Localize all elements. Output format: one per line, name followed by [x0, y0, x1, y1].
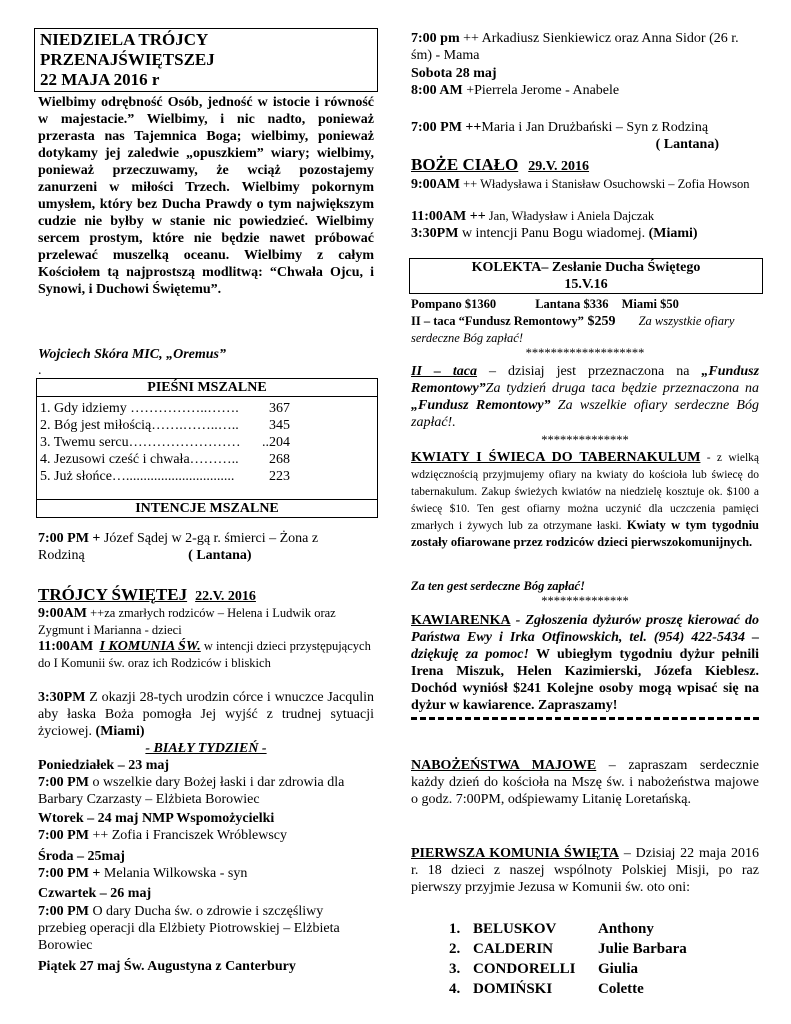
weekday-title: Czwartek – 26 maj: [38, 886, 152, 901]
first-communion-title: PIERWSZA KOMUNIA ŚWIĘTA: [411, 846, 620, 861]
collection-box: [409, 258, 763, 294]
hymn-number: 223: [269, 469, 290, 484]
weekday-title: Środa – 25maj: [38, 849, 125, 864]
cafe-bold-text: W ubiegłym tygodniu dyżur pełnili Irena Miszuk, Helen Kazimierski, Józefa Kieblesz. Dochód wyniósł $241 Kolejne osoby mogą wpisać się na dyżur w kawiarence. Zapraszamy!: [411, 647, 759, 713]
taca-text: Za wszelkie ofiary serdeczne Bóg zapłać!.: [411, 398, 759, 430]
flowers-title: KWIATY I ŚWIECA DO TABERNAKULUM: [411, 450, 701, 465]
mass-text: o wszelkie dary Bożej łaski i dar zdrowia dla Barbary Czarzasty – Elżbieta Borowiec: [38, 775, 345, 807]
flowers-bold-text: Kwiaty w tym tygodniu zostały ofiarowane przez rodziców dzieci pierwszokomunijnych.: [411, 518, 759, 549]
reflection-author: Wojciech Skóra MIC, „Oremus”: [38, 347, 226, 362]
separator-stars: **************: [541, 433, 629, 447]
mass-time: 7:00 PM: [38, 904, 89, 919]
may-devotions-title: NABOŻEŃSTWA MAJOWE: [411, 758, 597, 773]
may-devotions-section: [411, 757, 759, 808]
first-communion-section: [411, 845, 759, 896]
mass-time: 7:00 PM +: [38, 866, 101, 881]
white-week-label: - BIAŁY TYDZIEŃ -: [145, 741, 267, 756]
children-list: [449, 919, 759, 999]
child-last-name: CONDORELLI: [473, 961, 576, 977]
child-item: [449, 979, 759, 999]
corpus-mass-1: [411, 176, 759, 193]
mass-time: 3:30PM: [38, 690, 86, 705]
flowers-text: - z wielką wdzięcznością przyjmujemy ofiary na kwiaty do kościoła lub świecę do tabernakulum. Zakup świeżych kwiatów na niedzielę kosztuje ok. $100 a świecę $10. Ten gest ofiarny można uczynić dla uczczenia pamięci zmarłych i żywych lub za otrzymane łaski.: [411, 452, 759, 532]
child-number: 2.: [449, 941, 461, 957]
collection-title: KOLEKTA– Zesłanie Ducha Świętego: [471, 260, 701, 275]
mass-text: ++za zmarłych rodziców – Helena i Ludwik oraz Zygmunt i Marianna - dzieci: [38, 606, 336, 637]
corpus-heading: [411, 155, 759, 175]
saturday-mass: [38, 530, 374, 547]
white-week-title: [38, 740, 374, 757]
hymns-box: [36, 378, 378, 518]
mass-location: ( Lantana): [655, 137, 719, 152]
flowers-section: [411, 449, 759, 550]
collection-lantana: Lantana $336: [535, 297, 609, 311]
second-collection-amount: $259: [583, 314, 616, 329]
trinity-title: TRÓJCY ŚWIĘTEJ: [38, 585, 188, 604]
collection-amounts: [411, 296, 759, 312]
dot: .: [38, 363, 42, 378]
hymn-text: 4. Jezusowi cześć i chwała………..: [40, 452, 239, 467]
child-first-name: Giulia: [598, 961, 639, 977]
saturday-title: Sobota 28 maj: [411, 66, 497, 81]
trinity-date: 22.V. 2016: [195, 589, 256, 604]
saturday-mass-2: [411, 119, 759, 136]
cafe-section: [411, 612, 759, 720]
mass-text: Józef Sądej w 2-gą r. śmierci – Żona z: [100, 531, 319, 546]
mass-time: 11:00AM: [38, 639, 94, 654]
child-first-name: Colette: [598, 981, 644, 997]
fund-name: „Fundusz Remontowy”: [411, 398, 551, 413]
first-communion-text: – Dzisiaj 22 maja 2016 r. 18 dzieci z naszej wspólnoty Polskiej Misji, po raz pierwszy przyjmie Jezusa w Komunii św. oto oni:: [411, 846, 759, 895]
mass-text: w intencji Panu Bogu wiadomej.: [458, 226, 646, 241]
weekday-mass: [38, 827, 374, 844]
child-last-name: CALDERIN: [473, 941, 554, 957]
child-item: [449, 959, 759, 979]
mass-time: 11:00AM ++: [411, 209, 486, 224]
mass-time: 7:00 PM +: [38, 531, 101, 546]
hymn-text: 3. Twemu sercu……………………: [40, 435, 241, 450]
taca-text: – dzisiaj jest przeznaczona na: [477, 364, 702, 379]
mass-location: (Miami): [645, 226, 698, 241]
header-line-2: PRZENAJŚWIĘTSZEJ: [40, 50, 215, 69]
child-last-name: BELUSKOV: [473, 921, 557, 937]
child-first-name: Anthony: [598, 921, 654, 937]
friday-mass: [411, 30, 759, 64]
hymn-number: 268: [269, 452, 290, 467]
mass-text: w intencji dzieci przystępujących do I Komunii św. oraz ich Rodziców i bliskich: [38, 639, 371, 670]
hymn-text: 5. Już słońce…...............................: [40, 469, 235, 484]
trinity-mass-2: [38, 638, 374, 671]
trinity-mass-1: [38, 605, 374, 638]
may-devotions-text: – zapraszam serdecznie każdy dzień do kościoła na Mszę św. i nabożeństwa majowe o godz. 7:00PM, odśpiewamy Litanię Loretańską.: [411, 758, 760, 807]
separator-stars: **************: [541, 594, 629, 608]
communion-label: I KOMUNIA ŚW.: [99, 639, 201, 654]
flowers-thanks: Za ten gest serdeczne Bóg zapłać!: [411, 579, 585, 593]
corpus-mass-3: [411, 225, 759, 242]
header-line-1: NIEDZIELA TRÓJCY: [40, 30, 209, 49]
saturday-mass-line2: [38, 547, 374, 564]
corpus-title: BOŻE CIAŁO: [411, 155, 519, 174]
mass-text: ++ Władysława i Stanisław Osuchowski – Zofia Howson: [460, 177, 750, 191]
hymn-item: [40, 400, 290, 417]
intentions-title: INTENCJE MSZALNE: [37, 499, 377, 517]
hymn-text: 2. Bóg jest miłością…….……..…..: [40, 418, 239, 433]
sunday-header-box: [34, 28, 378, 92]
hymn-item: [40, 468, 290, 485]
second-collection-note: [411, 363, 759, 431]
mass-text: ++ Zofia i Franciszek Wróblewscy: [88, 828, 288, 843]
mass-text: Z okazji 28-tych urodzin córce i wnuczce Jacqulin aby łaska Boża pomogła Jej wyjść z trudnej sytuacji życiowej.: [38, 690, 374, 739]
collection-date: 15.V.16: [564, 277, 608, 292]
mass-time: 9:00AM: [38, 606, 87, 621]
mass-text: Rodziną: [38, 548, 85, 563]
mass-text: Maria i Jan Drużbański – Syn z Rodziną: [481, 120, 709, 135]
hymn-number: 367: [269, 401, 290, 416]
hymns-list: [37, 397, 377, 485]
weekday-title: Wtorek – 24 maj NMP Wspomożycielki: [38, 811, 275, 826]
mass-text: ++ Arkadiusz Sienkiewicz oraz Anna Sidor (26 r. śm) - Mama: [411, 31, 739, 63]
collection-pompano: Pompano $1360: [411, 297, 497, 311]
mass-time: 7:00 PM: [38, 775, 89, 790]
taca-text: Za tydzień druga taca będzie przeznaczona na: [485, 381, 759, 396]
child-number: 4.: [449, 981, 461, 997]
header-line-3: 22 MAJA 2016 r: [40, 70, 160, 89]
mass-text: +Pierrela Jerome - Anabele: [462, 83, 620, 98]
collection-miami: Miami $50: [621, 297, 679, 311]
hymn-item: [40, 417, 290, 434]
hymn-number: ..204: [262, 435, 290, 450]
mass-time: 9:00AM: [411, 177, 460, 192]
child-first-name: Julie Barbara: [598, 941, 687, 957]
cafe-title: KAWIARENKA: [411, 613, 511, 628]
child-last-name: DOMIŃSKI: [473, 981, 553, 997]
mass-text: O dary Ducha św. o zdrowie i szczęśliwy przebieg operacji dla Elżbiety Piotrowskiej – Elżbieta Borowiec: [38, 904, 340, 953]
friday-title: Piątek 27 maj Św. Augustyna z Canterbury: [38, 959, 296, 974]
mass-text: Melania Wilkowska - syn: [100, 866, 248, 881]
collection-second: [411, 313, 759, 346]
trinity-heading: [38, 585, 374, 605]
reflection-text: Wielbimy odrębność Osób, jedność w istocie i równość w majestacie.” Wielbimy, i nic nadto, ponieważ przerasta nas Tajemnica Boga; wielbimy, ponieważ dotykamy jej zaledwie „opuszkiem” wiary; wielbimy, ponieważ przeczuwamy, że wciąż pozostajemy zanurzeni w miłości Trzech. Wielbimy pokornym umysłem, który bez Ducha Prawdy o tym największym cudzie nie byłby w stanie nic powiedzieć. Wielbimy sercem prostym, które nie będzie nawet próbować przelewać muszelką oceanu. Wielbimy z całym Kościołem tą najprostszą modlitwą: “Chwała Ojcu, i Synowi, i Duchowi Świętemu”.: [38, 95, 374, 297]
trinity-mass-3: [38, 689, 374, 740]
child-item: [449, 939, 759, 959]
child-number: 1.: [449, 921, 461, 937]
mass-location: (Miami): [92, 724, 145, 739]
child-number: 3.: [449, 961, 461, 977]
weekday-mass: [38, 903, 374, 954]
fund-name: „Fundusz Remontowy”: [411, 364, 760, 396]
mass-location: ( Lantana): [188, 548, 252, 563]
mass-text: Jan, Władysław i Aniela Dajczak: [485, 209, 655, 223]
second-collection-label: II – taca “Fundusz Remontowy”: [411, 314, 584, 328]
weekday-mass: [38, 774, 374, 808]
hymn-text: 1. Gdy idziemy ……………..…….: [40, 401, 239, 416]
taca-label: II – taca: [411, 364, 478, 379]
mass-time: 3:30PM: [411, 226, 459, 241]
corpus-date: 29.V. 2016: [528, 159, 590, 174]
mass-time: 7:00 PM ++: [411, 120, 482, 135]
weekday-mass: [38, 865, 374, 882]
weekday-title: Poniedziałek – 23 maj: [38, 758, 170, 773]
corpus-mass-2: [411, 208, 759, 225]
mass-time: 8:00 AM: [411, 83, 463, 98]
hymn-number: 345: [269, 418, 290, 433]
hymn-item: [40, 451, 290, 468]
saturday-mass: [411, 82, 759, 99]
mass-time: 7:00 pm: [411, 31, 460, 46]
mass-time: 7:00 PM: [38, 828, 89, 843]
collection-thanks: Za wszystkie ofiary serdeczne Bóg zapłać!: [411, 314, 735, 345]
hymns-title: PIEŚNI MSZALNE: [37, 379, 377, 397]
hymn-item: [40, 434, 290, 451]
child-item: [449, 919, 759, 939]
cafe-italic-text: - Zgłoszenia dyżurów proszę kierować do Państwa Ewy i Irka Otfinowskich, tel. (954) 422-5434 – dziękuję za pomoc!: [411, 613, 759, 662]
separator-stars: *******************: [525, 346, 645, 360]
